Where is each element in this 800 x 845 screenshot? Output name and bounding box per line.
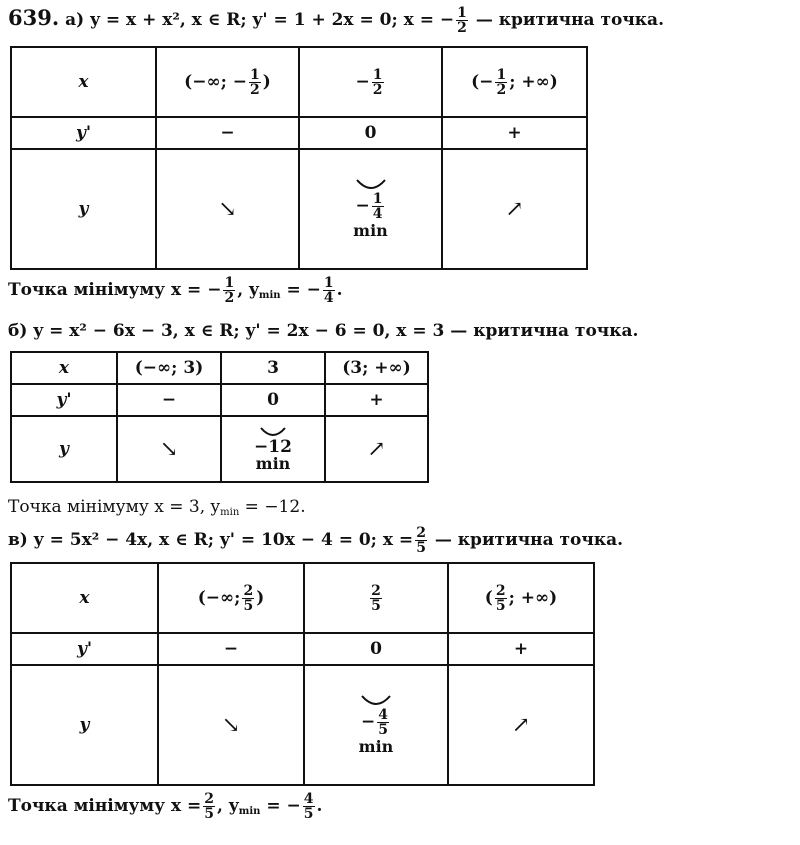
decreasing-arrow: ↘ bbox=[117, 416, 221, 482]
part-b-conclusion: Точка мінімуму x = 3, $y_{min} = -12$. bbox=[8, 497, 306, 518]
part-a-critical-tail: — критична точка. bbox=[475, 10, 664, 30]
part-a-condition: y = x + x², x ∈ R; y' = 1 + 2x = 0; x = − bbox=[90, 10, 455, 30]
row-header-derivative: y' bbox=[11, 117, 156, 149]
row-header-y: y bbox=[11, 149, 156, 269]
sign-right: + bbox=[448, 633, 594, 665]
minimum-arc-icon bbox=[354, 178, 388, 192]
part-a-label: а) bbox=[65, 10, 85, 30]
critical-point: 3 bbox=[221, 352, 325, 384]
part-c-critical-fraction: $\frac{2}{5}$ bbox=[416, 525, 426, 556]
minimum-cell: −12 min bbox=[221, 416, 325, 482]
critical-point: $\frac{2}{5}$ bbox=[304, 563, 448, 633]
minimum-arc-icon bbox=[359, 694, 393, 708]
part-a-critical-fraction: $\frac{1}{2}$ bbox=[457, 5, 467, 36]
problem-number: 639. bbox=[8, 5, 60, 30]
increasing-arrow: ↗ bbox=[442, 149, 587, 269]
critical-point: − $\frac{1}{2}$ bbox=[299, 47, 442, 117]
row-header-x: x bbox=[11, 563, 158, 633]
part-a-conclusion: Точка мінімуму x = − $\frac{1}{2}$ , $y_{min}$ = − $\frac{1}{4}$ . bbox=[8, 275, 343, 306]
row-header-x: x bbox=[11, 47, 156, 117]
row-header-derivative: y' bbox=[11, 384, 117, 416]
sign-zero: 0 bbox=[221, 384, 325, 416]
decreasing-arrow: ↘ bbox=[158, 665, 304, 785]
sign-right: + bbox=[442, 117, 587, 149]
increasing-arrow: ↗ bbox=[325, 416, 428, 482]
part-c-label: в) bbox=[8, 530, 28, 550]
sign-left: − bbox=[117, 384, 221, 416]
row-header-y: y bbox=[11, 665, 158, 785]
sign-zero: 0 bbox=[304, 633, 448, 665]
interval-left: (−∞; $\frac{2}{5}$ ) bbox=[158, 563, 304, 633]
sign-right: + bbox=[325, 384, 428, 416]
increasing-arrow: ↗ bbox=[448, 665, 594, 785]
part-c-condition: y = 5x² − 4x, x ∈ R; y' = 10x − 4 = 0; x = bbox=[33, 530, 414, 550]
part-b-condition: y = x² − 6x − 3, x ∈ R; y' = 2x − 6 = 0, x = 3 — критична точка. bbox=[33, 321, 639, 341]
sign-zero: 0 bbox=[299, 117, 442, 149]
interval-right: (3; +∞) bbox=[325, 352, 428, 384]
part-b-sign-table bbox=[10, 351, 429, 483]
interval-right: (− $\frac{1}{2}$ ; +∞) bbox=[442, 47, 587, 117]
problem-c-header bbox=[8, 526, 623, 555]
interval-right: ( $\frac{2}{5}$ ; +∞) bbox=[448, 563, 594, 633]
interval-left: (−∞; − $\frac{1}{2}$ ) bbox=[156, 47, 299, 117]
part-a-sign-table bbox=[10, 46, 588, 270]
row-header-derivative: y' bbox=[11, 633, 158, 665]
sign-left: − bbox=[158, 633, 304, 665]
problem-a-header bbox=[8, 6, 664, 35]
part-c-sign-table bbox=[10, 562, 595, 786]
part-c-conclusion: Точка мінімуму x = $\frac{2}{5}$ , $y_{min}$ = − $\frac{4}{5}$ . bbox=[8, 791, 323, 822]
decreasing-arrow: ↘ bbox=[156, 149, 299, 269]
row-header-x: x bbox=[11, 352, 117, 384]
sign-left: − bbox=[156, 117, 299, 149]
part-b-label: б) bbox=[8, 321, 28, 341]
part-c-critical-tail: — критична точка. bbox=[434, 530, 624, 550]
minimum-cell: − $\frac{4}{5}$ min bbox=[304, 665, 448, 785]
row-header-y: y bbox=[11, 416, 117, 482]
problem-b-header bbox=[8, 320, 638, 342]
minimum-cell: − $\frac{1}{4}$ min bbox=[299, 149, 442, 269]
interval-left: (−∞; 3) bbox=[117, 352, 221, 384]
